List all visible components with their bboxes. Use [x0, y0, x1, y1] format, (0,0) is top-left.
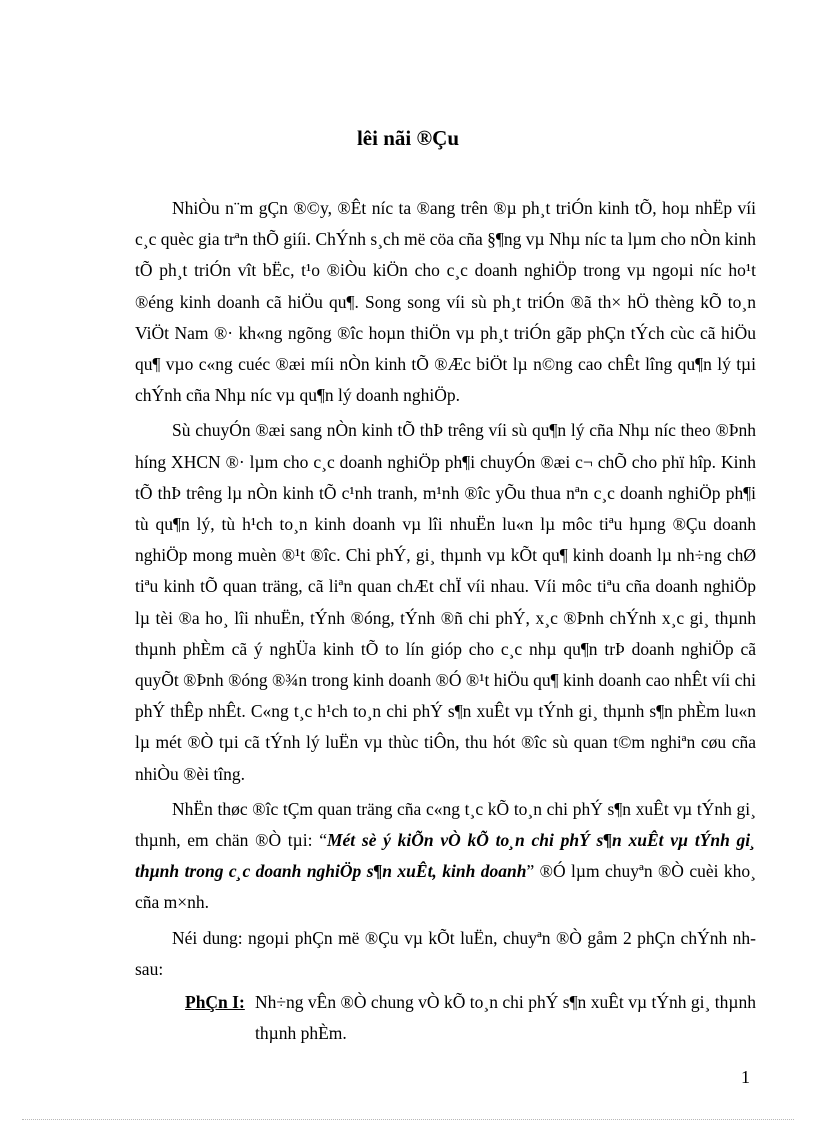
paragraph-3-closing: ” ®Ó lµm chuyªn ®Ò cuèi kho¸ cña m×nh. [135, 861, 756, 913]
body-paragraph-4: Néi dung: ngoµi phÇn më ®Çu vµ kÕt luËn, chuyªn ®Ò gåm 2 phÇn chÝnh nh sau: [135, 927, 756, 979]
document-title: lêi nãi ®Çu [356, 126, 460, 150]
page-number: 1 [741, 1067, 750, 1087]
document-body [135, 193, 756, 1049]
part-1-description: Nh÷ng vÊn ®Ò chung vÒ kÕ to¸n chi phÝ s¶n xuÊt vµ tÝnh gi¸ thµnh thµnh phÈm. [255, 992, 756, 1044]
footer-divider [22, 1119, 794, 1120]
body-paragraph-1: NhiÒu n¨m gÇn ®©y, ®Êt níc ta ®ang trên ®µ ph¸t triÓn kinh tÕ, hoµ nhËp víi c¸c quèc gia trªn thÕ giíi. ChÝnh s¸ch më cöa cña §¶ng vµ Nhµ níc ta lµm cho nÒn kinh tÕ ph¸t triÓn vît bËc, t¹o ®iÒu kiÖn cho c¸c doanh nghiÖp trong vµ ngoµi níc ho¹t ®éng kinh doanh cã hiÖu qu¶. Song song víi sù ph¸t triÓn ®ã th× hÖ thèng kÕ to¸n ViÖt Nam ®· kh«ng ngõng ®îc hoµn thiÖn vµ ph¸t triÓn gãp phÇn tÝch cùc cã hiÖu qu¶ vµo c«ng cuéc ®æi míi nÒn kinh tÕ ®Æc biÖt lµ n©ng cao chÊt lîng qu¶n lý tµi chÝnh cña Nhµ níc vµ qu¶n lý doanh nghiÖp. [135, 198, 756, 406]
body-paragraph-2: Sù chuyÓn ®æi sang nÒn kinh tÕ thÞ trêng víi sù qu¶n lý cña Nhµ níc theo ®Þnh híng XHCN ®· lµm cho c¸c doanh nghiÖp ph¶i chuyÓn ®æi c¬ chÕ cho phï hîp. Kinh tÕ thÞ trêng lµ nÒn kinh tÕ c¹nh tranh, m¹nh ®îc yÕu thua nªn c¸c doanh nghiÖp ph¶i tù qu¶n lý, tù h¹ch to¸n kinh doanh vµ lîi nhuËn lu«n lµ môc tiªu hµng ®Çu doanh nghiÖp mong muèn ®¹t ®îc. Chi phÝ, gi¸ thµnh vµ kÕt qu¶ kinh doanh lµ nh÷ng chØ tiªu kinh tÕ quan träng, cã liªn quan chÆt chÏ víi nhau. Víi môc tiªu cña doanh nghiÖp lµ tèi ®a ho¸ lîi nhuËn, tÝnh ®óng, tÝnh ®ñ chi phÝ, x¸c ®Þnh chÝnh x¸c gi¸ thµnh thµnh phÈm cã ý nghÜa kinh tÕ to lín gióp cho c¸c nhµ qu¶n trÞ doanh nghiÖp cã quyÕt ®Þnh ®óng ®¾n trong kinh doanh ®Ó ®¹t hiÖu qu¶ kinh doanh cao nhÊt víi chi phÝ thÊp nhÊt. C«ng t¸c h¹ch to¸n chi phÝ s¶n xuÊt vµ tÝnh gi¸ thµnh s¶n phÈm lu«n lµ mét ®Ò tµi cã tÝnh lý luËn vµ thùc tiÔn, thu hót ®îc sù quan t©m nghiªn cøu cña nhiÒu ®èi tîng. [135, 420, 756, 784]
part-1-row [135, 987, 756, 1049]
part-1-label: PhÇn I: [185, 992, 245, 1013]
thesis-topic-title: Mét sè ý kiÕn vÒ kÕ to¸n chi phÝ s¶n xuÊt vµ tÝnh gi¸ thµnh trong c¸c doanh nghiÖp s¶n xuÊt, kinh doanh [135, 830, 756, 882]
body-paragraph-3 [135, 794, 756, 919]
paragraph-3-intro: NhËn thøc ®îc tÇm quan träng cña c«ng t¸c kÕ to¸n chi phÝ s¶n xuÊt vµ tÝnh gi¸ thµnh, em chän ®Ò tµi: “ [135, 798, 756, 851]
